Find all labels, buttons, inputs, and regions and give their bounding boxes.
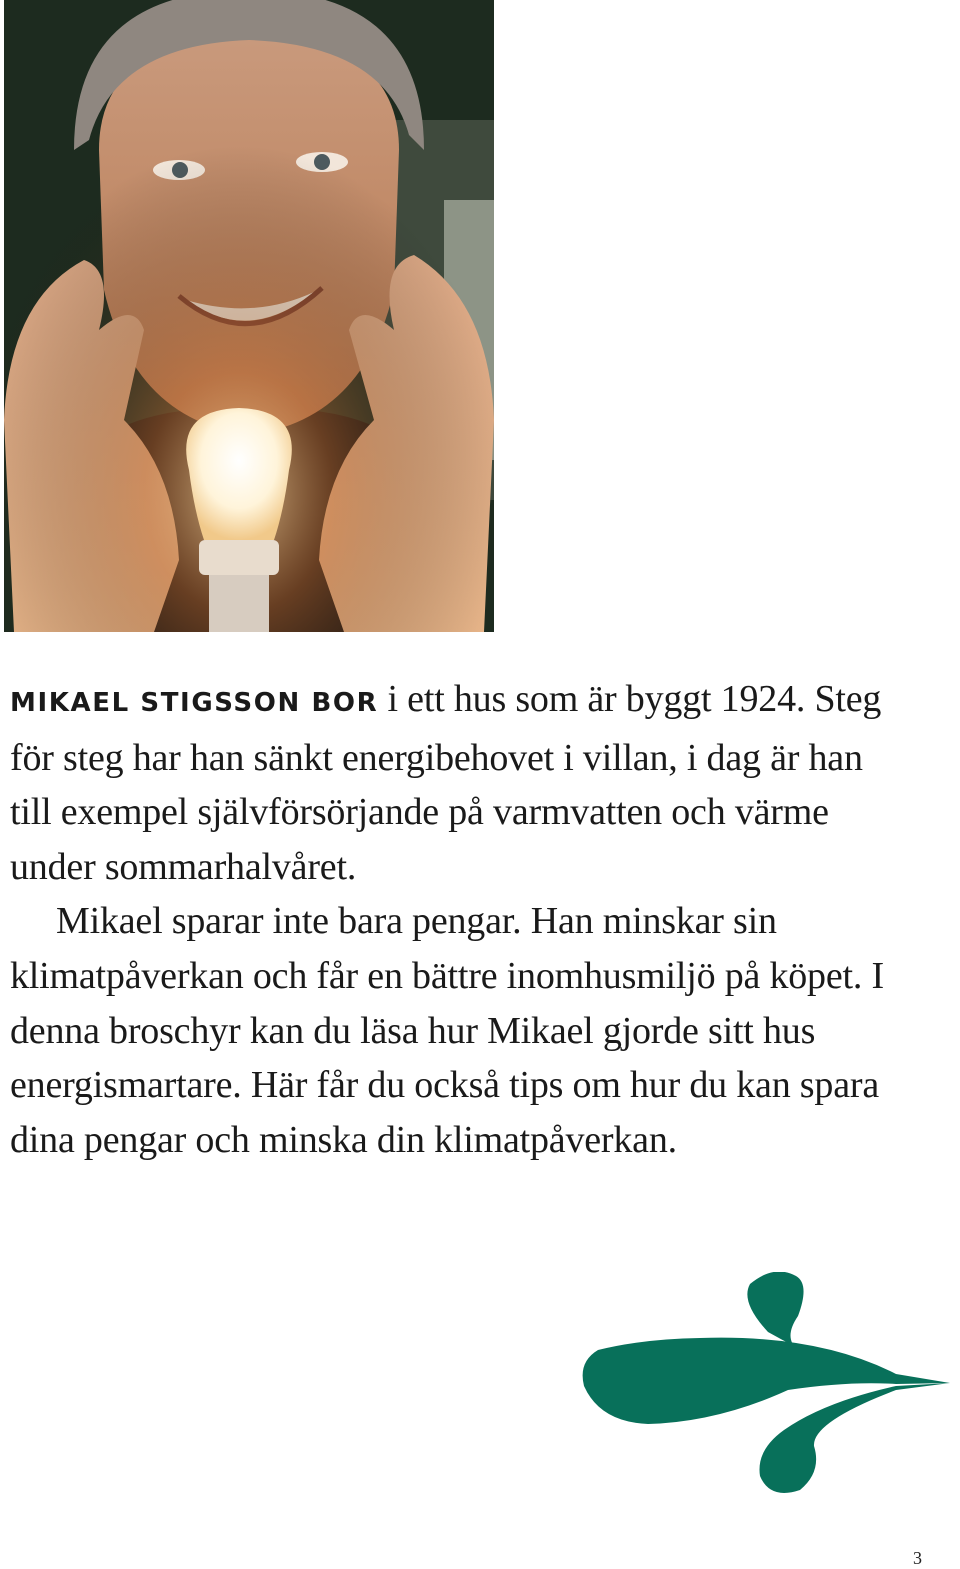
page-number: 3: [913, 1548, 922, 1568]
intro-paragraph-text: i ett hus som är byggt 1924. Steg för steg har han sänkt energibehovet i villan, i dag är han till exempel självförsörjande på varmvatten och värme under sommarhalvåret.: [10, 678, 882, 888]
portrait-photo: [4, 0, 494, 632]
sprout-icon: [578, 1272, 956, 1500]
second-paragraph: Mikael sparar inte bara pengar. Han minskar sin klimatpåverkan och får en bättre inomhusmiljö på köpet. I denna broschyr kan du läsa hur Mikael gjorde sitt hus energismartare. Här får du också tips om hur du kan spara dina pengar och minska din klimatpåverkan.: [10, 900, 884, 1161]
intro-paragraph: [10, 672, 910, 894]
intro-text: [10, 672, 910, 1167]
portrait-illustration: [4, 0, 494, 632]
lead-in: MIKAEL STIGSSON BOR: [10, 688, 379, 718]
